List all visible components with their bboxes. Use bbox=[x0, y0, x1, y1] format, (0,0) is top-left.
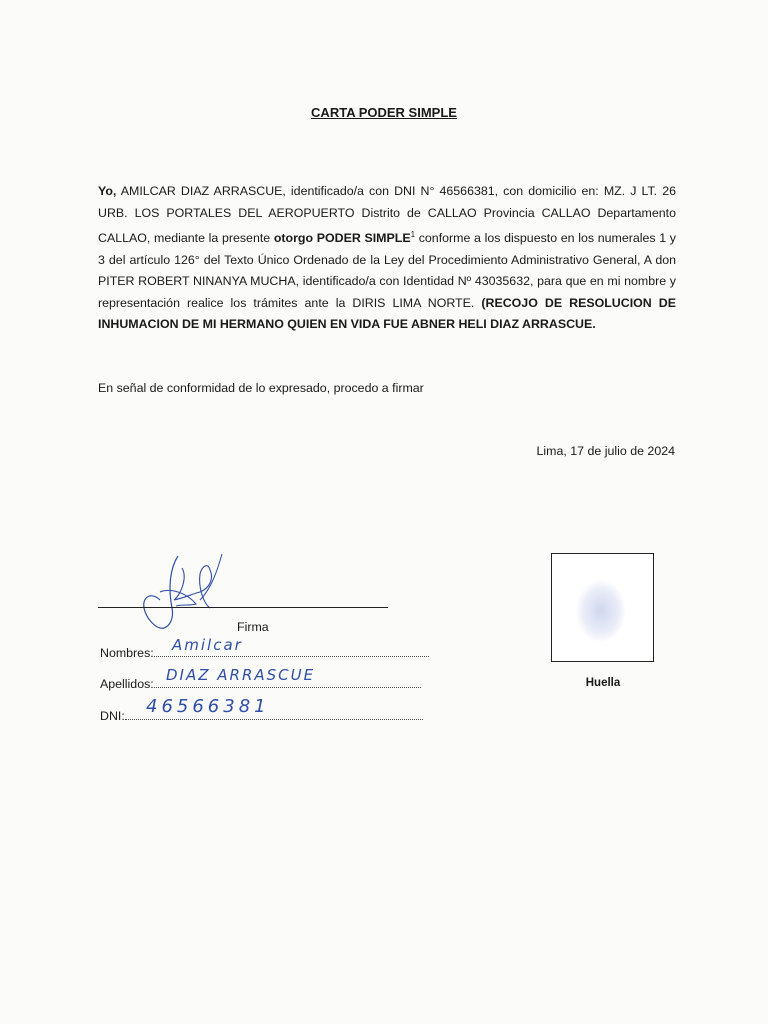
body-text-part2: conforme a los dispuesto en los numerales 1 y 3 del artículo 126° del Texto Único Ordenado de la Ley del Procedimiento Administrativo General, A don PITER ROBERT NINANYA MUCHA, identificado/a con Identidad Nº 43035632, para que en mi nombre y representación realice los trámites ante la DIRIS LIMA NORTE. bbox=[98, 231, 676, 310]
huella-label: Huella bbox=[585, 677, 621, 689]
nombres-handwritten: Amilcar bbox=[172, 636, 243, 654]
handwritten-signature bbox=[130, 548, 240, 633]
body-yo: Yo, bbox=[98, 184, 117, 198]
nombres-field bbox=[100, 646, 429, 660]
signature-line bbox=[98, 607, 388, 608]
dni-handwritten: 46566381 bbox=[146, 696, 270, 717]
body-otorgo: otorgo PODER SIMPLE bbox=[273, 231, 411, 246]
footnote-marker: 1 bbox=[410, 230, 416, 239]
document-title: CARTA PODER SIMPLE bbox=[311, 105, 457, 120]
fingerprint-box bbox=[551, 553, 654, 662]
fingerprint-mark bbox=[576, 580, 626, 642]
apellidos-label: Apellidos: bbox=[100, 677, 154, 691]
date-line: Lima, 17 de julio de 2024 bbox=[536, 444, 675, 458]
body-bold-request: (RECOJO DE RESOLUCION DE INHUMACION DE MI HERMANO QUIEN EN VIDA FUE ABNER HELI DIAZ ARRASCUE. bbox=[98, 295, 676, 332]
firma-label: Firma bbox=[237, 620, 269, 634]
dni-label: DNI: bbox=[100, 709, 125, 723]
body-text-part1: AMILCAR DIAZ ARRASCUE, identificado/a con DNI N° 46566381, con domicilio en: MZ. J LT. 26 URB. LOS PORTALES DEL AEROPUERTO Distrito de CALLAO Provincia CALLAO Departamento CALLAO, mediante la presente bbox=[98, 184, 676, 246]
apellidos-handwritten: DIAZ ARRASCUE bbox=[166, 666, 316, 684]
nombres-label: Nombres: bbox=[100, 646, 154, 660]
conformity-statement: En señal de conformidad de lo expresado, procedo a firmar bbox=[98, 381, 424, 395]
body-paragraph bbox=[98, 181, 676, 336]
